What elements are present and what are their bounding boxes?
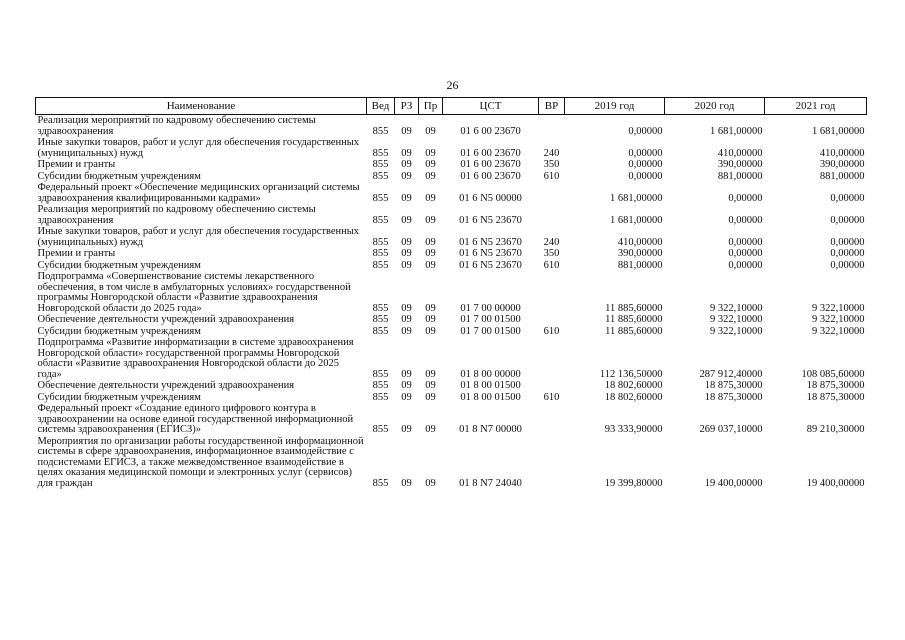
table-cell-2019: 881,00000 [617,259,663,271]
table-cell-cst: 01 6 N5 00000 [459,192,522,204]
table-cell-rz: 09 [401,192,412,204]
header-name: Наименование [36,98,367,115]
table-cell-name: Субсидии бюджетным учреждениям [37,391,201,403]
table-cell-ved: 855 [372,380,389,391]
table-cell-2021: 390,00000 [819,159,865,170]
table-cell-vr: 240 [543,147,560,159]
table-cell-vr [539,403,565,436]
table-body [36,115,867,490]
table-cell-2019: 410,00000 [617,236,663,248]
table-cell-ved: 855 [372,147,389,159]
header-rz: РЗ [395,98,419,115]
table-cell-cst: 01 7 00 00000 [460,302,521,314]
table-cell-2020: 0,00000 [728,248,763,259]
table-cell-cst: 01 6 N5 23670 [459,214,522,226]
table-cell-vr: 240 [543,236,560,248]
table-cell-2020: 9 322,10000 [710,302,763,314]
table-cell-vr: 610 [543,325,560,337]
table-cell-vr [539,337,565,380]
table-cell-vr: 350 [543,248,560,259]
table-cell-ved: 855 [372,159,389,170]
table-cell-2020: 0,00000 [728,192,763,204]
table-cell-2021: 19 400,00000 [806,477,865,489]
table-cell-cst: 01 6 N5 23670 [459,248,522,259]
table-cell-2021: 89 210,30000 [806,424,865,435]
table-cell-vr: 610 [543,170,560,182]
table-cell-cst: 01 7 00 01500 [460,325,521,337]
table-cell-vr [539,380,565,392]
table-cell-rz: 09 [401,214,412,226]
table-cell-name: Мероприятия по организации работы государственной информационной системы в сфере здравоохранения, информационное взаимодействие с подсистемами ЕГИСЗ, а также межведомственное взаимодействие в целях оказания медицинской помощи и электронных услуг (сервисов) для граждан [37,435,364,489]
table-cell-2019: 93 333,90000 [604,424,663,435]
table-cell-pr: 09 [425,391,436,403]
table-cell-pr: 09 [425,192,436,204]
table-row [36,392,867,404]
table-cell-rz: 09 [401,325,412,337]
table-cell-2019: 18 802,60000 [604,391,663,403]
header-2020: 2020 год [665,98,765,115]
table-cell-pr: 09 [425,159,436,170]
table-cell-2020: 19 400,00000 [704,477,763,489]
table-cell-pr: 09 [425,424,436,435]
table-cell-name: Федеральный проект «Обеспечение медицинских организаций системы здравоохранения квалифицированными кадрами» [37,182,360,204]
table-cell-rz: 09 [401,368,412,380]
table-cell-2021: 9 322,10000 [812,314,865,325]
table-cell-ved: 855 [372,236,389,248]
table-cell-name: Подпрограмма «Развитие информатизации в системе здравоохранения Новгородской области» государственной программы Новгородской области «Развитие здравоохранения Новгородской области до 2025 года» [37,337,354,380]
table-cell-ved: 855 [372,314,389,325]
table-cell-cst: 01 6 00 23670 [460,125,521,137]
table-cell-name: Подпрограмма «Совершенствование системы лекарственного обеспечения, в том числе в амбулаторных условиях» государственной программы Новгородской области «Развитие здравоохранения Новгородской области до 2025 года» [37,271,351,314]
table-cell-pr: 09 [425,477,436,489]
table-cell-pr: 09 [425,302,436,314]
table-cell-2020: 0,00000 [728,236,763,248]
table-cell-rz: 09 [401,125,412,137]
table-cell-name: Федеральный проект «Создание единого цифрового контура в здравоохранении на основе единой государственной информационной системы здравоохранения (ЕГИСЗ)» [37,403,354,435]
table-cell-name: Реализация мероприятий по кадровому обеспечению системы здравоохранения [37,204,316,226]
table-cell-2021: 1 681,00000 [812,125,865,137]
table-cell-2019: 0,00000 [628,159,663,170]
table-cell-cst: 01 8 N7 24040 [459,477,522,489]
table-cell-2021: 0,00000 [830,248,865,259]
table-cell-ved: 855 [372,125,389,137]
table-cell-cst: 01 6 00 23670 [460,147,521,159]
header-2021: 2021 год [765,98,867,115]
table-cell-vr [539,204,565,226]
header-pr: Пр [419,98,443,115]
table-row [36,159,867,171]
table-cell-2019: 0,00000 [628,147,663,159]
table-cell-name: Иные закупки товаров, работ и услуг для обеспечения государственных (муниципальных) нужд [37,226,360,248]
table-cell-rz: 09 [401,147,412,159]
table-row [36,314,867,326]
table-cell-name: Субсидии бюджетным учреждениям [37,325,201,337]
table-cell-vr [539,182,565,204]
table-cell-cst: 01 6 00 23670 [460,170,521,182]
table-row [36,137,867,159]
table-cell-cst: 01 6 00 23670 [460,159,521,170]
table-cell-ved: 855 [372,325,389,337]
table-cell-2021: 410,00000 [819,147,865,159]
table-cell-2019: 112 136,50000 [599,368,663,380]
table-cell-name: Субсидии бюджетным учреждениям [37,259,201,271]
table-cell-rz: 09 [401,170,412,182]
table-cell-2019: 11 885,60000 [605,302,663,314]
table-cell-2020: 269 037,10000 [699,424,763,435]
table-row [36,171,867,183]
table-cell-vr [539,436,565,490]
table-row [36,403,867,436]
table-cell-2021: 0,00000 [830,259,865,271]
table-cell-name: Премии и гранты [37,248,116,259]
table-cell-2019: 390,00000 [617,248,663,259]
table-cell-2020: 18 875,30000 [704,380,763,391]
table-cell-2020: 287 912,40000 [699,368,763,380]
table-row [36,326,867,338]
table-cell-pr: 09 [425,125,436,137]
table-cell-rz: 09 [401,380,412,391]
table-cell-pr: 09 [425,147,436,159]
table-row [36,226,867,248]
table-row [36,260,867,272]
page-number: 26 [446,78,459,92]
header-vr: ВР [539,98,565,115]
table-cell-rz: 09 [401,259,412,271]
header-ved: Вед [367,98,395,115]
table-cell-rz: 09 [401,248,412,259]
table-cell-vr: 610 [543,391,560,403]
budget-table [35,97,867,489]
table-cell-2020: 18 875,30000 [704,391,763,403]
table-cell-cst: 01 6 N5 23670 [459,259,522,271]
table-cell-vr [539,271,565,314]
table-cell-2021: 18 875,30000 [806,380,865,391]
table-cell-2021: 0,00000 [830,214,865,226]
table-cell-2019: 0,00000 [628,125,663,137]
table-cell-2020: 0,00000 [728,214,763,226]
table-cell-2019: 18 802,60000 [604,380,663,391]
table-row [36,380,867,392]
table-cell-2021: 881,00000 [819,170,865,182]
table-cell-2019: 11 885,60000 [605,314,663,325]
table-cell-ved: 855 [372,192,389,204]
table-cell-pr: 09 [425,259,436,271]
table-cell-2021: 18 875,30000 [806,391,865,403]
table-row [36,271,867,314]
table-cell-pr: 09 [425,380,436,391]
table-cell-name: Премии и гранты [37,159,116,170]
table-cell-ved: 855 [372,248,389,259]
table-cell-2019: 0,00000 [628,170,663,182]
table-cell-vr: 610 [543,259,560,271]
table-row [36,337,867,380]
table-cell-pr: 09 [425,170,436,182]
table-cell-name: Обеспечение деятельности учреждений здравоохранения [37,380,295,391]
table-cell-pr: 09 [425,248,436,259]
table-cell-name: Обеспечение деятельности учреждений здравоохранения [37,314,295,325]
table-cell-ved: 855 [372,368,389,380]
table-cell-ved: 855 [372,391,389,403]
table-cell-name: Иные закупки товаров, работ и услуг для обеспечения государственных (муниципальных) нужд [37,137,360,159]
table-cell-pr: 09 [425,314,436,325]
table-cell-name: Реализация мероприятий по кадровому обеспечению системы здравоохранения [37,115,316,137]
table-cell-ved: 855 [372,302,389,314]
table-row [36,204,867,226]
header-cst: ЦСТ [443,98,539,115]
table-cell-2020: 390,00000 [717,159,763,170]
table-cell-cst: 01 7 00 01500 [460,314,521,325]
table-cell-2021: 0,00000 [830,236,865,248]
table-cell-rz: 09 [401,477,412,489]
table-cell-2020: 0,00000 [728,259,763,271]
table-cell-cst: 01 6 N5 23670 [459,236,522,248]
table-cell-ved: 855 [372,170,389,182]
table-cell-rz: 09 [401,159,412,170]
table-cell-2019: 1 681,00000 [610,214,663,226]
table-cell-ved: 855 [372,477,389,489]
table-cell-rz: 09 [401,302,412,314]
table-cell-pr: 09 [425,368,436,380]
header-2019: 2019 год [565,98,665,115]
table-cell-vr [539,115,565,138]
table-cell-ved: 855 [372,424,389,435]
table-cell-2020: 9 322,10000 [710,314,763,325]
table-header-row [36,98,867,115]
table-cell-2020: 9 322,10000 [710,325,763,337]
table-cell-name: Субсидии бюджетным учреждениям [37,170,201,182]
table-cell-2021: 108 085,60000 [801,368,865,380]
table-cell-cst: 01 8 N7 00000 [459,424,522,435]
table-cell-rz: 09 [401,236,412,248]
table-cell-rz: 09 [401,314,412,325]
table-cell-2019: 19 399,80000 [604,477,663,489]
table-cell-2021: 9 322,10000 [812,325,865,337]
table-cell-2020: 1 681,00000 [710,125,763,137]
table-cell-2020: 410,00000 [717,147,763,159]
table-cell-cst: 01 8 00 01500 [460,380,521,391]
table-cell-2021: 9 322,10000 [812,302,865,314]
table-row [36,182,867,204]
table-cell-rz: 09 [401,391,412,403]
table-cell-ved: 855 [372,259,389,271]
table-row [36,115,867,138]
table-cell-rz: 09 [401,424,412,435]
table-cell-vr: 350 [543,159,560,170]
table-cell-pr: 09 [425,214,436,226]
table-cell-vr [539,314,565,326]
table-cell-ved: 855 [372,214,389,226]
table-cell-2019: 11 885,60000 [605,325,663,337]
table-cell-2021: 0,00000 [830,192,865,204]
table-cell-cst: 01 8 00 00000 [460,368,521,380]
table-row [36,436,867,490]
table-cell-cst: 01 8 00 01500 [460,391,521,403]
table-cell-2020: 881,00000 [717,170,763,182]
table-cell-2019: 1 681,00000 [610,192,663,204]
table-cell-pr: 09 [425,325,436,337]
table-row [36,248,867,260]
table-cell-pr: 09 [425,236,436,248]
